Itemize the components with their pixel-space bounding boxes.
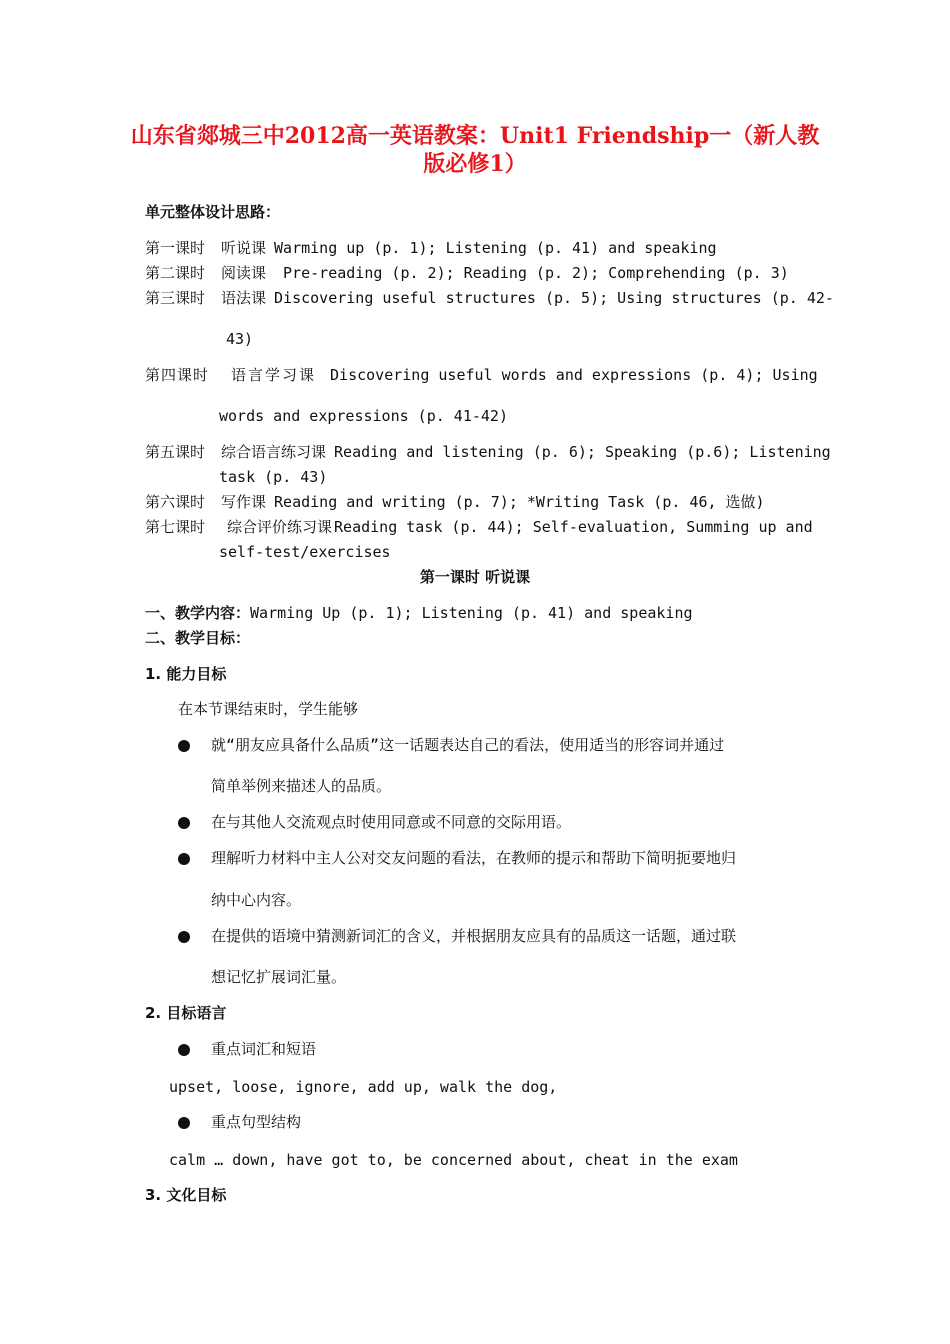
content-row: [145, 603, 693, 623]
bullet-icon: [178, 817, 190, 829]
vocab-text: upset, loose, ignore, add up, walk the dog,: [169, 1078, 558, 1096]
plan-row-7: [145, 517, 813, 537]
plan-type: 写作课: [221, 493, 267, 511]
bullet-icon: [178, 1044, 190, 1056]
plan-row-7-cont: self-test/exercises: [219, 543, 391, 561]
content-text: Warming Up (p. 1); Listening (p. 41) and speaking: [250, 604, 693, 622]
plan-row-3-cont: 43): [226, 330, 254, 348]
content-label: 一、教学内容：: [145, 604, 251, 622]
bullet-icon: [178, 931, 190, 943]
goals-label: 二、教学目标：: [145, 629, 251, 647]
plan-label: 第三课时: [145, 289, 206, 307]
goal1-bullet-4-line1: 在提供的语境中猜测新词汇的含义，并根据朋友应具有的品质这一话题，通过联: [211, 927, 737, 945]
plan-type: 综合评价练习课: [227, 518, 333, 536]
goal1-bullet-3-line1: 理解听力材料中主人公对交友问题的看法，在教师的提示和帮助下简明扼要地归: [211, 849, 737, 867]
plan-row-5-cont: task (p. 43): [219, 468, 328, 486]
lesson-heading: 第一课时 听说课: [419, 568, 531, 586]
vocab-bullet: 重点词汇和短语: [211, 1040, 317, 1058]
plan-row-6: [145, 492, 765, 512]
plan-row-4-cont: words and expressions (p. 41-42): [219, 407, 508, 425]
plan-type: 阅读课: [221, 264, 267, 282]
goal1-bullet-1-line1: 就“朋友应具备什么品质”这一话题表达自己的看法，使用适当的形容词并通过: [211, 736, 725, 754]
struct-bullet: 重点句型结构: [211, 1113, 302, 1131]
plan-label: 第四课时: [145, 366, 210, 384]
struct-text: calm … down, have got to, be concerned about, cheat in the exam: [169, 1151, 738, 1169]
plan-text: Warming up (p. 1); Listening (p. 41) and speaking: [274, 239, 717, 257]
title-line-2: 版必修1）: [423, 151, 527, 177]
plan-label: 第一课时: [145, 239, 206, 257]
plan-text: Discovering useful words and expressions (p. 4); Using: [330, 366, 818, 384]
goal1-heading: 1. 能力目标: [145, 665, 227, 683]
plan-type: 综合语言练习课: [221, 443, 327, 461]
plan-text: Reading and listening (p. 6); Speaking (p.6); Listening: [334, 443, 831, 461]
goal1-bullet-3-line2: 纳中心内容。: [211, 891, 302, 909]
document-title: [130, 122, 820, 178]
plan-row-3: [145, 288, 834, 308]
plan-row-4: [145, 365, 818, 385]
plan-text: Pre-reading (p. 2); Reading (p. 2); Comprehending (p. 3): [274, 264, 789, 282]
bullet-icon: [178, 853, 190, 865]
goal1-bullet-2-line1: 在与其他人交流观点时使用同意或不同意的交际用语。: [211, 813, 572, 831]
bullet-icon: [178, 1117, 190, 1129]
bullet-icon: [178, 740, 190, 752]
goal1-intro: 在本节课结束时，学生能够: [178, 700, 359, 718]
plan-text: Reading and writing (p. 7); *Writing Task (p. 46, 选做): [274, 493, 765, 511]
plan-type: 语言学习课: [231, 366, 317, 384]
plan-label: 第二课时: [145, 264, 206, 282]
goal2-heading: 2. 目标语言: [145, 1004, 227, 1022]
plan-label: 第七课时: [145, 518, 206, 536]
plan-row-5: [145, 442, 831, 462]
plan-label: 第六课时: [145, 493, 206, 511]
plan-text: Discovering useful structures (p. 5); Using structures (p. 42-: [274, 289, 834, 307]
plan-label: 第五课时: [145, 443, 206, 461]
goal3-heading: 3. 文化目标: [145, 1186, 227, 1204]
title-line-1: 山东省郯城三中2012高一英语教案：Unit1 Friendship一（新人教: [130, 123, 820, 149]
plan-text: Reading task (p. 44); Self-evaluation, Summing up and: [334, 518, 813, 536]
plan-row-2: [145, 263, 789, 283]
design-heading: 单元整体设计思路：: [145, 203, 281, 221]
goal1-bullet-1-line2: 简单举例来描述人的品质。: [211, 777, 392, 795]
goal1-bullet-4-line2: 想记忆扩展词汇量。: [211, 968, 347, 986]
plan-type: 听说课: [221, 239, 267, 257]
plan-type: 语法课: [221, 289, 267, 307]
plan-row-1: [145, 238, 717, 258]
